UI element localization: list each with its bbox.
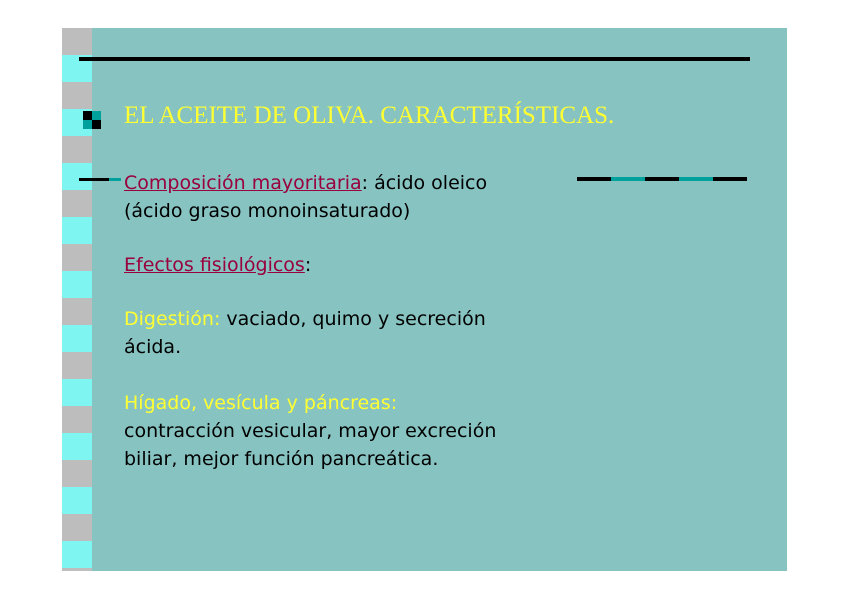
digestion-label: Digestión: — [124, 308, 221, 330]
strip-block — [62, 136, 92, 163]
effects-heading-separator: : — [304, 254, 312, 276]
checkered-square-bullet-icon — [83, 111, 101, 129]
strip-block — [62, 28, 92, 55]
composition-value: ácido oleico — [368, 172, 488, 194]
liver-line-1: contracción vesicular, mayor excreción — [124, 420, 497, 442]
strip-block — [62, 190, 92, 217]
composition-label: Composición mayoritaria — [124, 172, 362, 194]
strip-block — [62, 217, 92, 244]
strip-block — [62, 352, 92, 379]
slide — [62, 28, 787, 571]
strip-block — [62, 244, 92, 271]
effects-heading — [124, 251, 644, 279]
strip-block — [62, 460, 92, 487]
liver-line-2: biliar, mejor función pancreática. — [124, 448, 439, 470]
slide-title: EL ACEITE DE OLIVA. CARACTERÍSTICAS. — [124, 102, 615, 129]
strip-block — [62, 433, 92, 460]
strip-block — [62, 298, 92, 325]
left-decorative-strip — [62, 28, 92, 571]
effects-heading-label: Efectos fisiológicos — [124, 254, 305, 276]
slide-body — [124, 169, 644, 473]
strip-block — [62, 163, 92, 190]
strip-block — [62, 325, 92, 352]
strip-block — [62, 379, 92, 406]
strip-block — [62, 82, 92, 109]
composition-line-2: (ácido graso monoinsaturado) — [124, 200, 411, 222]
liver-label: Hígado, vesícula y páncreas: — [124, 392, 398, 414]
top-rule — [79, 57, 750, 61]
decorative-dash-left — [79, 178, 121, 181]
digestion-value: vaciado, quimo y secreción — [220, 308, 486, 330]
strip-block — [62, 271, 92, 298]
digestion-line-2: ácida. — [124, 336, 182, 358]
composition-separator: : — [361, 172, 369, 194]
strip-block — [62, 406, 92, 433]
digestion-line-1 — [124, 305, 644, 333]
strip-block — [62, 487, 92, 514]
strip-block — [62, 514, 92, 541]
strip-block — [62, 541, 92, 568]
strip-block — [62, 568, 92, 571]
composition-line-1 — [124, 169, 644, 197]
